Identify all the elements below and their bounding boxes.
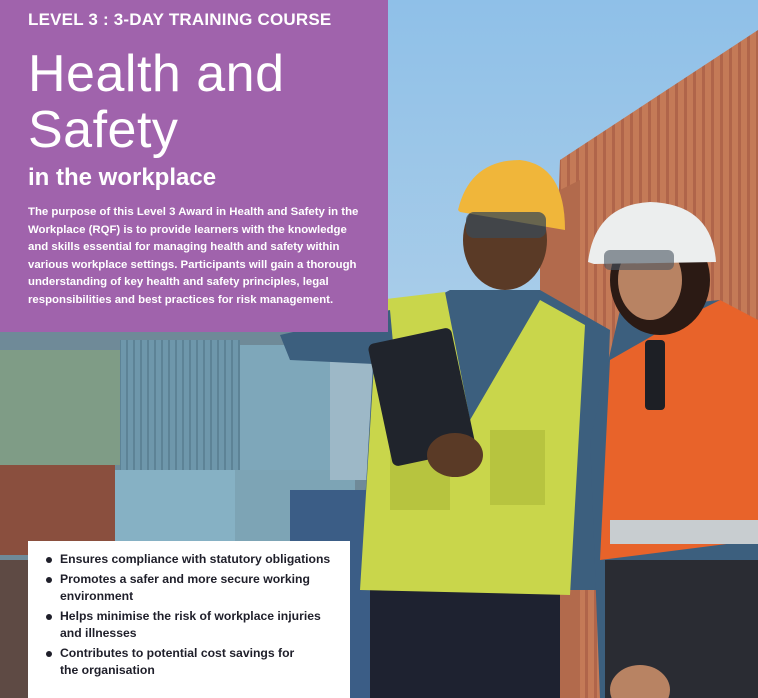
bullet-icon xyxy=(46,577,52,583)
benefit-text: Helps minimise the risk of workplace injuries xyxy=(60,609,321,623)
course-title-line2: Safety xyxy=(28,101,179,159)
course-level-label: LEVEL 3 : 3-DAY TRAINING COURSE xyxy=(28,10,332,29)
benefit-text-continued: and illnesses xyxy=(60,626,137,640)
course-title-line1: Health and xyxy=(28,45,285,103)
bullet-icon xyxy=(46,557,52,563)
course-description: The purpose of this Level 3 Award in Health and Safety in the Workplace (RQF) is to provide learners with the knowledge and skills essential for managing health and safety within various workplace settings. Participants will gain a thorough understanding of key health and safety principles, legal responsibilities and best practices for risk management. xyxy=(28,206,359,306)
benefit-text-continued: environment xyxy=(60,589,134,603)
benefit-text-continued: the organisation xyxy=(60,663,155,677)
benefit-item xyxy=(46,571,338,605)
bullet-icon xyxy=(46,651,52,657)
course-title xyxy=(28,46,368,158)
benefits-list xyxy=(46,551,338,679)
course-title-panel xyxy=(0,0,388,332)
course-subtitle: in the workplace xyxy=(28,164,217,191)
benefit-item xyxy=(46,551,338,568)
benefit-item xyxy=(46,608,338,642)
benefit-text: Contributes to potential cost savings for xyxy=(60,646,295,660)
benefit-text: Promotes a safer and more secure working xyxy=(60,572,310,586)
bullet-icon xyxy=(46,614,52,620)
benefits-panel xyxy=(28,541,350,698)
benefit-item xyxy=(46,645,338,679)
benefit-text: Ensures compliance with statutory obligations xyxy=(60,552,331,566)
